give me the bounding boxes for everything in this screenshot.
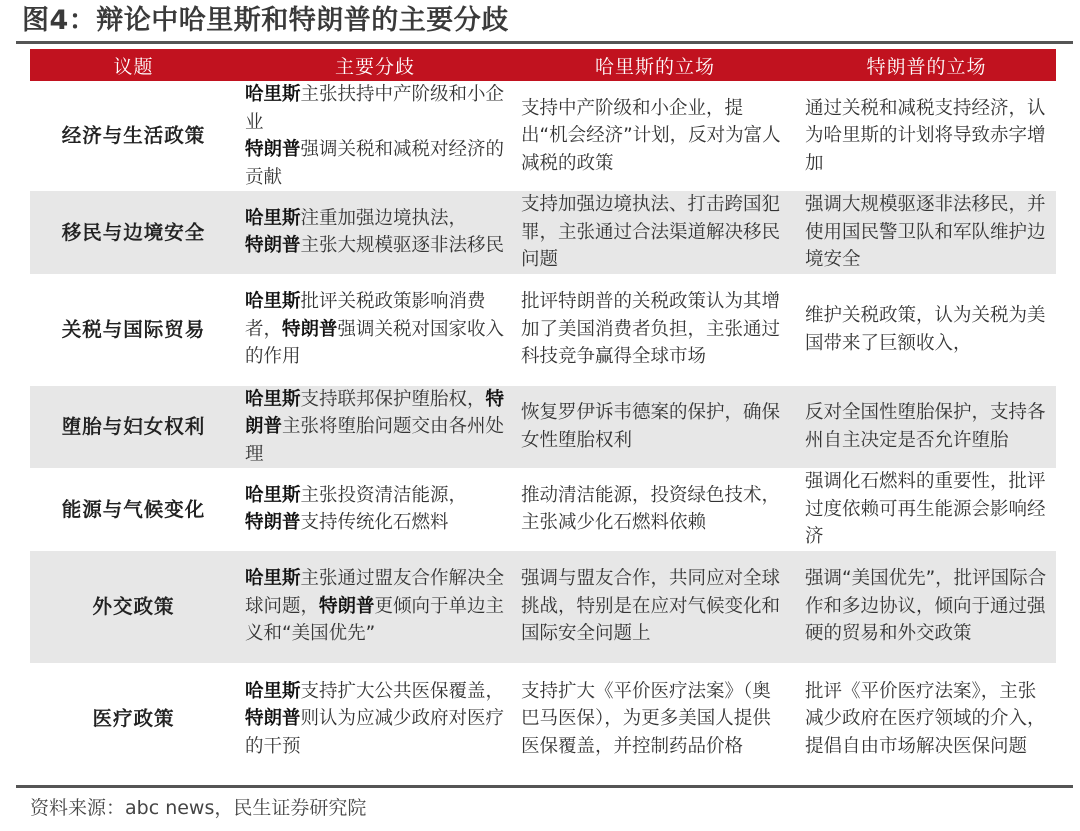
header-trump-position: 特朗普的立场 bbox=[797, 49, 1056, 81]
trump-summary: 则认为应减少政府对医疗的干预 bbox=[245, 708, 505, 757]
harris-position-cell: 批评特朗普的关税政策认为其增加了美国消费者负担，主张通过科技竞争赢得全球市场 bbox=[513, 274, 797, 386]
table-row bbox=[30, 386, 1056, 469]
trump-summary: 更倾向于单边主义和“美国优先” bbox=[245, 595, 505, 645]
trump-position-cell: 通过关税和减税支持经济，认为哈里斯的计划将导致赤字增加 bbox=[797, 81, 1056, 191]
harris-name: 哈里斯 bbox=[245, 484, 301, 506]
harris-position-cell: 支持加强边境执法、打击跨国犯罪，主张通过合法渠道解决移民问题 bbox=[513, 191, 797, 274]
main-difference-cell bbox=[237, 663, 513, 776]
header-topic: 议题 bbox=[30, 49, 237, 81]
main-difference-cell bbox=[237, 468, 513, 551]
harris-name: 哈里斯 bbox=[245, 680, 301, 702]
main-difference-cell bbox=[237, 551, 513, 663]
topic-cell: 关税与国际贸易 bbox=[30, 274, 237, 386]
trump-position-cell: 强调“美国优先”，批评国际合作和多边协议，倾向于通过强硬的贸易和外交政策 bbox=[797, 551, 1056, 663]
harris-summary: 主张投资清洁能源， bbox=[300, 484, 468, 506]
topic-cell: 能源与气候变化 bbox=[30, 468, 237, 551]
trump-name: 特朗普 bbox=[245, 388, 505, 437]
trump-name: 特朗普 bbox=[282, 318, 338, 340]
table-row bbox=[30, 191, 1056, 274]
comparison-table bbox=[30, 49, 1056, 776]
table-row bbox=[30, 81, 1056, 191]
trump-position-cell: 反对全国性堕胎保护，支持各州自主决定是否允许堕胎 bbox=[797, 386, 1056, 469]
harris-summary: 主张扶持中产阶级和小企业 bbox=[245, 84, 505, 133]
trump-summary: 主张大规模驱逐非法移民 bbox=[300, 235, 505, 257]
table-bottom-divider bbox=[16, 785, 1073, 788]
trump-summary: 主张将堕胎问题交由各州处理 bbox=[245, 416, 505, 465]
trump-position-cell: 强调化石燃料的重要性，批评过度依赖可再生能源会影响经济 bbox=[797, 468, 1056, 551]
main-difference-cell bbox=[237, 274, 513, 386]
harris-summary: 批评关税政策影响消费者， bbox=[245, 291, 486, 340]
trump-summary: 强调关税对国家收入的作用 bbox=[245, 318, 505, 368]
title-divider bbox=[16, 41, 1073, 44]
header-main-differences: 主要分歧 bbox=[237, 49, 513, 81]
topic-cell: 堕胎与妇女权利 bbox=[30, 386, 237, 469]
trump-summary: 强调关税和减税对经济的贡献 bbox=[245, 139, 505, 188]
table-row bbox=[30, 663, 1056, 776]
main-difference-cell bbox=[237, 191, 513, 274]
harris-name: 哈里斯 bbox=[245, 207, 301, 229]
trump-position-cell: 维护关税政策，认为关税为美国带来了巨额收入， bbox=[797, 274, 1056, 386]
topic-cell: 医疗政策 bbox=[30, 663, 237, 776]
harris-position-cell: 强调与盟友合作，共同应对全球挑战，特别是在应对气候变化和国际安全问题上 bbox=[513, 551, 797, 663]
main-difference-cell bbox=[237, 81, 513, 191]
table-header-row bbox=[30, 49, 1056, 81]
header-harris-position: 哈里斯的立场 bbox=[513, 49, 797, 81]
harris-position-cell: 支持扩大《平价医疗法案》（奥巴马医保），为更多美国人提供医保覆盖，并控制药品价格 bbox=[513, 663, 797, 776]
harris-position-cell: 恢复罗伊诉韦德案的保护，确保女性堕胎权利 bbox=[513, 386, 797, 469]
table-row bbox=[30, 274, 1056, 386]
harris-name: 哈里斯 bbox=[245, 291, 301, 313]
trump-name: 特朗普 bbox=[319, 595, 375, 617]
source-note: 资料来源：abc news，民生证券研究院 bbox=[30, 797, 367, 819]
harris-summary: 注重加强边境执法， bbox=[300, 207, 468, 229]
table-row bbox=[30, 551, 1056, 663]
table-row bbox=[30, 468, 1056, 551]
harris-position-cell: 推动清洁能源，投资绿色技术，主张减少化石燃料依赖 bbox=[513, 468, 797, 551]
trump-position-cell: 强调大规模驱逐非法移民，并使用国民警卫队和军队维护边境安全 bbox=[797, 191, 1056, 274]
trump-name: 特朗普 bbox=[245, 708, 301, 730]
harris-summary: 支持扩大公共医保覆盖， bbox=[300, 680, 505, 702]
trump-summary: 支持传统化石燃料 bbox=[300, 512, 449, 534]
trump-name: 特朗普 bbox=[245, 512, 301, 534]
harris-position-cell: 支持中产阶级和小企业，提出“机会经济”计划，反对为富人减税的政策 bbox=[513, 81, 797, 191]
harris-name: 哈里斯 bbox=[245, 84, 301, 105]
trump-name: 特朗普 bbox=[245, 235, 301, 257]
trump-name: 特朗普 bbox=[245, 139, 301, 160]
figure-title: 图4：辩论中哈里斯和特朗普的主要分歧 bbox=[22, 5, 509, 36]
harris-summary: 主张通过盟友合作解决全球问题， bbox=[245, 568, 505, 617]
topic-cell: 外交政策 bbox=[30, 551, 237, 663]
topic-cell: 移民与边境安全 bbox=[30, 191, 237, 274]
harris-name: 哈里斯 bbox=[245, 568, 301, 590]
harris-summary: 支持联邦保护堕胎权， bbox=[300, 388, 486, 410]
trump-position-cell: 批评《平价医疗法案》，主张减少政府在医疗领域的介入，提倡自由市场解决医保问题 bbox=[797, 663, 1056, 776]
harris-name: 哈里斯 bbox=[245, 388, 301, 410]
main-difference-cell bbox=[237, 386, 513, 469]
topic-cell: 经济与生活政策 bbox=[30, 81, 237, 191]
